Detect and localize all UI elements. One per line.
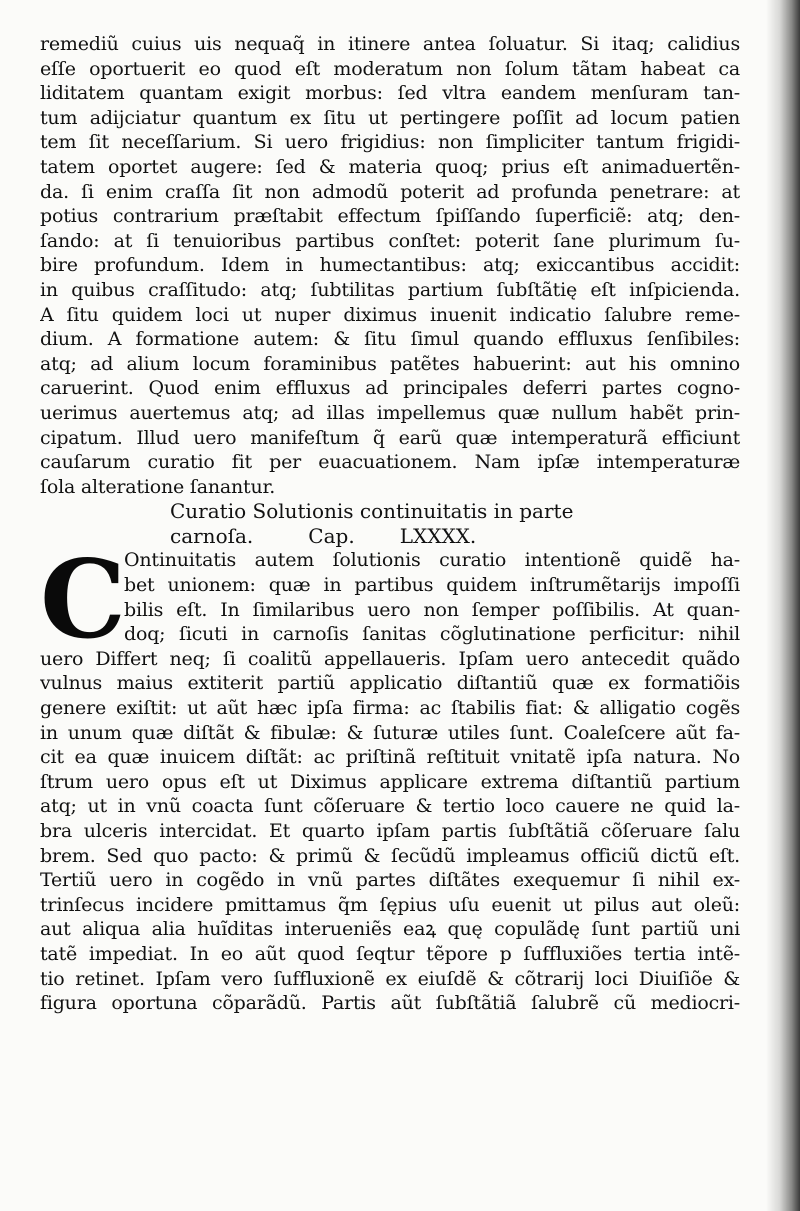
text-line: dium. A formatione autem: & ſitu ſimul quando effluxus ſenſibiles: [40,328,740,351]
document-text [40,32,740,1016]
heading-word: carnoſa. [170,523,254,548]
text-line: bra ulceris intercidat. Et quarto ipſam partis ſubſtãtiã cõſeruare ſalu [40,820,740,842]
text-line: uerimus auertemus atq; ad illas impellemus quæ nullum habẽt prin- [40,401,740,424]
text-line: bet unionem: quæ in partibus quidem inſtrumẽtarijs impoſſi [124,574,740,597]
chapter-heading: Curatio Solutionis continuitatis in parte [170,499,574,524]
text-line: da. ſi enim craſſa ſit non admodũ poterit ad profunda penetrare: at [40,180,740,203]
page-edge-shadow [766,0,800,1211]
text-line: genere exiſtit: ut aũt hæc ipſa firma: ac ſtabilis fiat: & alligatio cogẽs [40,697,740,720]
chapter-number: LXXXX. [399,523,477,548]
text-line: in unum quæ diſtãt & fibulæ: & ſuturæ utiles ſunt. Coaleſcere aũt fa- [40,721,740,744]
text-line: tatẽ impediat. In eo aũt quod ſeqtur tẽpore p ſuffluxiões tertia intẽ- [40,942,740,965]
text-line: figura oportuna cõparãdũ. Partis aũt ſubſtãtiã ſalubrẽ cũ mediocri- [40,992,740,1015]
text-line: ſola alteratione ſanantur. [40,475,276,498]
text-line: cauſarum curatio fit per euacuationem. Nam ipſæ intemperaturæ [40,451,740,474]
text-line: bilis eſt. In ſimilaribus uero non ſemper poſſibilis. At quan- [124,598,740,621]
text-line: vulnus maius extiterit partiũ applicatio diſtantiũ quæ ex formatiõis [40,672,740,695]
text-line: liditatem quantam exigit morbus: ſed vltra eandem menſuram tan- [40,82,740,105]
text-line: A ſitu quidem loci ut nuper diximus inuenit indicatio ſalubre reme- [40,303,740,326]
text-line: bire profundum. Idem in humectantibus: atq; exiccantibus accidit: [40,254,740,277]
text-line: eſſe oportuerit eo quod eſt moderatum non ſolum tãtam habeat ca [40,57,740,80]
text-line: tatem oportet augere: ſed & materia quoq; prius eſt animaduertẽn- [40,155,740,178]
text-line: Tertiũ uero in cogẽdo in vnũ partes diſtãtes exequemur ſi nihil ex- [40,869,740,892]
text-line: Ontinuitatis autem ſolutionis curatio intentionẽ quidẽ ha- [124,549,740,572]
text-line: atq; ut in vnũ coacta ſunt cõſeruare & tertio loco cauere ne quid la- [40,795,740,818]
chapter-label: Cap. [308,523,355,548]
paragraph-after-heading [40,537,740,1015]
text-line: cit ea quæ inuicem diſtãt: ac priſtinã reſtituit vnitatẽ ipſa natura. No [40,746,740,769]
text-line: caruerint. Quod enim effluxus ad principales deferri partes cogno- [40,377,740,400]
text-line: tio retinet. Ipſam vero ſuffluxionẽ ex eiuſdẽ & cõtrarij loci Diuiſiõe & [40,967,740,990]
text-line: remediũ cuius uis nequaq̃ in itinere antea ſoluatur. Si itaq; calidius [40,33,740,55]
text-line: tum adijciatur quantum ex ſitu ut pertingere poſſit ad locum patien [40,106,740,129]
text-line: atq; ad alium locum foraminibus patẽtes habuerint: aut his omnino [40,352,740,375]
text-line: uero Differt neq; ſi coalitũ appellaueris. Ipſam uero antecedit quãdo [40,647,740,670]
text-line: brem. Sed quo pacto: & primũ & ſecũdũ impleamus officiũ dictũ eſt. [40,844,740,867]
drop-cap-initial: C [40,537,126,664]
text-line: tem ſit neceſſarium. Si uero frigidius: non ſimpliciter tantum frigidi- [40,131,740,154]
text-line: trinſecus incidere pmittamus q̃m ſępius uſu euenit ut pilus aut oleũ: [40,893,740,916]
text-line: ſando: at ſi tenuioribus partibus conſtet: poterit ſane plurimum ſu- [40,229,740,252]
text-line: aut aliqua alia huĩditas interueniẽs eaꝝ quę copulãdę ſunt partiũ uni [40,918,740,941]
paragraph-before-heading [40,32,740,499]
text-line: potius contrarium præſtabit effectum ſpiſſando ſuperficiẽ: atq; den- [40,205,740,228]
text-line: in quibus craſſitudo: atq; ſubtilitas partium ſubſtãtię eſt inſpicienda. [40,278,740,301]
text-line: ſtrum uero opus eſt ut Diximus applicare extrema diſtantiũ partium [40,770,740,793]
text-line: doq; ſicuti in carnoſis ſanitas cõglutinatione perficitur: nihil [124,623,740,646]
text-line: cipatum. Illud uero manifeſtum q̃ earũ quæ intemperaturã efficiunt [40,426,740,449]
chapter-heading-line2 [40,524,740,549]
